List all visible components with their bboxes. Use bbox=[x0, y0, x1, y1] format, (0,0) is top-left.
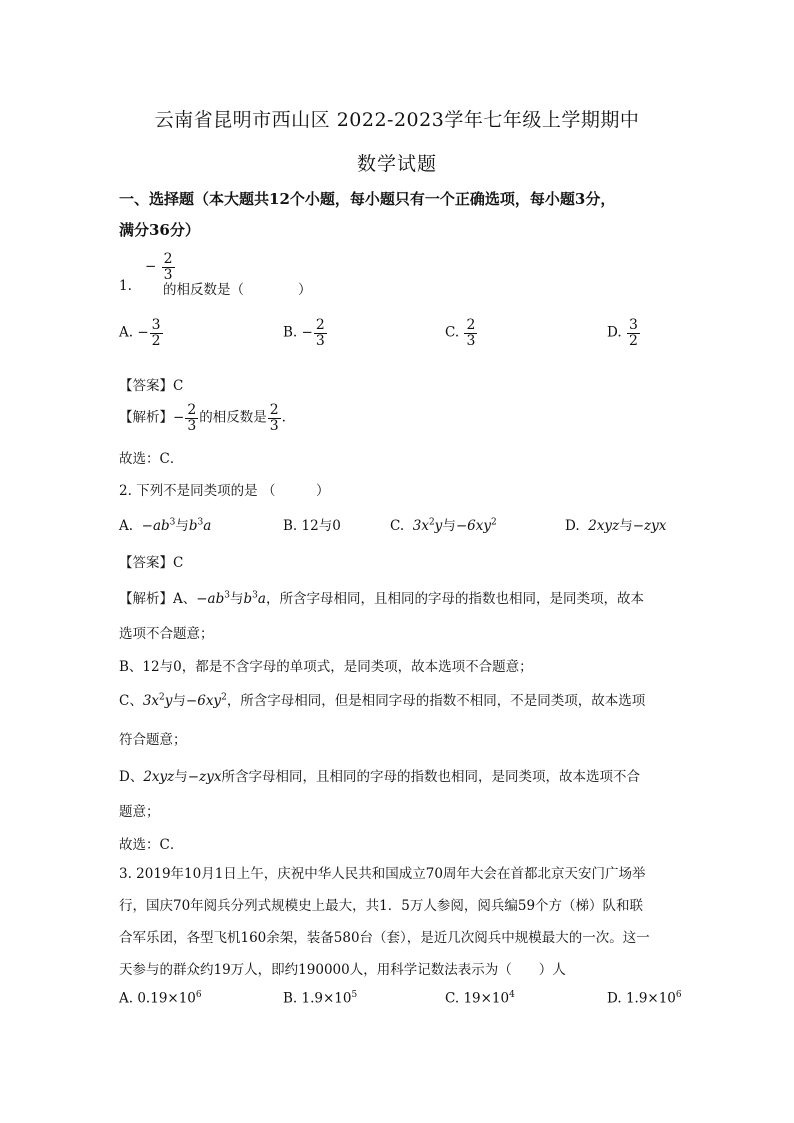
frac-num: 2 bbox=[315, 317, 325, 333]
q1-stem: 的相反数是（ ） bbox=[163, 282, 312, 298]
q1-conclusion: 故选：C． bbox=[119, 451, 184, 467]
option-frac bbox=[464, 318, 477, 348]
q2-option-d bbox=[565, 514, 666, 534]
exponent: 2 bbox=[490, 517, 497, 528]
analysis-frac-1 bbox=[185, 403, 198, 433]
analysis-end: . bbox=[281, 409, 286, 426]
option-base: 19×10 bbox=[463, 990, 510, 1007]
q1-option-a bbox=[119, 318, 164, 348]
frac-num: 2 bbox=[269, 402, 279, 418]
connector: 与 bbox=[172, 693, 186, 709]
exponent: 4 bbox=[509, 990, 515, 1000]
option-label: C. bbox=[445, 990, 460, 1007]
analysis-head: D、 bbox=[119, 769, 144, 785]
exponent: 6 bbox=[675, 990, 682, 1000]
section-heading-cont: 满分36分） bbox=[119, 221, 200, 239]
exponent: 2 bbox=[428, 517, 435, 528]
expr: 3x bbox=[142, 693, 160, 709]
option-text: 12与0 bbox=[301, 518, 341, 534]
q1-analysis bbox=[119, 403, 286, 433]
frac-num: 3 bbox=[628, 317, 638, 333]
frac-den: 3 bbox=[315, 332, 325, 349]
expr: −6xy bbox=[455, 518, 491, 534]
frac-den: 3 bbox=[187, 417, 197, 434]
q2-analysis-a bbox=[119, 587, 644, 607]
q2-analysis-d-cont: 题意； bbox=[119, 804, 160, 820]
option-label: D. bbox=[607, 324, 622, 341]
exponent: 3 bbox=[169, 517, 176, 528]
analysis-text: ，所含字母相同，且相同的字母的指数也相同，是同类项，故本 bbox=[265, 591, 644, 607]
frac-den: 3 bbox=[269, 417, 279, 434]
option-sign: − bbox=[137, 324, 149, 341]
q2-option-c bbox=[390, 514, 497, 534]
option-label: A. bbox=[119, 518, 134, 534]
q2-option-b bbox=[283, 514, 341, 534]
q2-analysis-a-cont: 选项不合题意； bbox=[119, 626, 214, 642]
q2-analysis-d bbox=[119, 765, 640, 785]
document-title: 云南省昆明市西山区 2022-2023学年七年级上学期期中 bbox=[154, 109, 640, 131]
expr: −ab bbox=[196, 591, 225, 607]
q3-option-c bbox=[445, 990, 515, 1007]
analysis-frac-2 bbox=[268, 403, 281, 433]
exponent: 2 bbox=[159, 692, 165, 703]
exponent: 6 bbox=[195, 990, 202, 1000]
q2-analysis-c bbox=[119, 689, 645, 709]
option-base: 1.9×10 bbox=[301, 990, 352, 1007]
expr: 2xyz bbox=[588, 518, 620, 534]
q2-option-a bbox=[119, 514, 211, 534]
q2-answer: 【答案】C bbox=[119, 555, 184, 571]
q1-frac-num: 2 bbox=[163, 251, 173, 267]
expr: −6xy bbox=[185, 693, 222, 709]
q3-line-4: 天参与的群众约19万人，即约190000人，用科学记数法表示为（ ）人 bbox=[119, 962, 566, 978]
q1-option-b bbox=[283, 318, 328, 348]
exponent: 2 bbox=[221, 692, 227, 703]
option-label: A. bbox=[119, 324, 134, 341]
option-label: A. bbox=[119, 990, 134, 1007]
option-frac bbox=[150, 318, 163, 348]
q1-minus: − bbox=[145, 258, 157, 275]
option-label: B. bbox=[283, 324, 298, 341]
analysis-head: C、 bbox=[119, 693, 143, 709]
expr: y bbox=[164, 693, 173, 709]
q1-frac-den: 3 bbox=[163, 266, 173, 283]
q3-option-d bbox=[607, 990, 682, 1007]
exponent: 3 bbox=[197, 517, 204, 528]
q1-number: 1. bbox=[119, 278, 132, 294]
q1-option-d bbox=[607, 318, 641, 348]
option-label: C. bbox=[390, 518, 405, 534]
expr: −ab bbox=[141, 518, 170, 534]
section-heading: 一、选择题（本大题共12个小题，每小题只有一个正确选项，每小题3分， bbox=[119, 190, 616, 208]
exponent: 3 bbox=[252, 590, 258, 601]
expr: y bbox=[434, 518, 443, 534]
expr: 3x bbox=[412, 518, 429, 534]
expr: b bbox=[188, 518, 198, 534]
expr: a bbox=[257, 591, 266, 607]
analysis-text: 所含字母相同，且相同的字母的指数也相同，是同类项，故本选项不合 bbox=[221, 769, 640, 785]
exponent: 3 bbox=[224, 590, 230, 601]
expr: −zyx bbox=[187, 769, 222, 785]
option-base: 1.9×10 bbox=[625, 990, 676, 1007]
option-frac bbox=[627, 318, 640, 348]
connector: 与 bbox=[442, 518, 456, 534]
q2-stem: 2. 下列不是同类项的是 （ ） bbox=[119, 483, 330, 499]
document-subtitle: 数学试题 bbox=[356, 153, 437, 175]
option-label: B. bbox=[283, 990, 298, 1007]
analysis-mid: 的相反数是 bbox=[199, 409, 267, 426]
analysis-head: 【解析】− bbox=[119, 409, 185, 426]
frac-num: 2 bbox=[187, 402, 197, 418]
q3-option-a bbox=[119, 990, 202, 1007]
q1-answer: 【答案】C bbox=[119, 378, 184, 394]
option-label: B. bbox=[283, 518, 298, 534]
expr: a bbox=[203, 518, 212, 534]
frac-den: 3 bbox=[466, 332, 476, 349]
q3-line-2: 行，国庆70年阅兵分列式规模史上最大，共1．5万人参阅，阅兵编59个方（梯）队和联 bbox=[119, 898, 644, 914]
option-label: D. bbox=[565, 518, 580, 534]
option-label: C. bbox=[445, 324, 460, 341]
option-frac bbox=[314, 318, 327, 348]
q2-analysis-b: B、12与0，都是不含字母的单项式，是同类项，故本选项不合题意； bbox=[119, 659, 533, 675]
option-sign: − bbox=[301, 324, 313, 341]
expr: b bbox=[243, 591, 253, 607]
q2-analysis-c-cont: 符合题意； bbox=[119, 732, 187, 748]
connector: 与 bbox=[230, 591, 244, 607]
q2-conclusion: 故选：C． bbox=[119, 837, 184, 853]
option-base: 0.19×10 bbox=[137, 990, 196, 1007]
analysis-text: ，所含字母相同，但是相同字母的指数不相同，不是同类项，故本选项 bbox=[226, 693, 646, 709]
frac-den: 2 bbox=[628, 332, 638, 349]
option-label: D. bbox=[607, 990, 622, 1007]
connector: 与 bbox=[175, 518, 189, 534]
q3-line-1: 3. 2019年10月1日上午，庆祝中华人民共和国成立70周年大会在首都北京天安门广场举 bbox=[119, 866, 646, 882]
frac-num: 3 bbox=[151, 317, 161, 333]
expr: 2xyz bbox=[143, 769, 175, 785]
exponent: 5 bbox=[351, 990, 358, 1000]
q3-line-3: 合军乐团，各型飞机160余架，装备580台（套），是近几次阅兵中规模最大的一次。这一 bbox=[119, 930, 650, 946]
frac-den: 2 bbox=[151, 332, 161, 349]
connector: 与 bbox=[619, 518, 633, 534]
q1-option-c bbox=[445, 318, 478, 348]
q3-option-b bbox=[283, 990, 357, 1007]
frac-num: 2 bbox=[466, 317, 476, 333]
connector: 与 bbox=[174, 769, 188, 785]
expr: −zyx bbox=[632, 518, 667, 534]
analysis-head: 【解析】A、 bbox=[119, 591, 197, 607]
